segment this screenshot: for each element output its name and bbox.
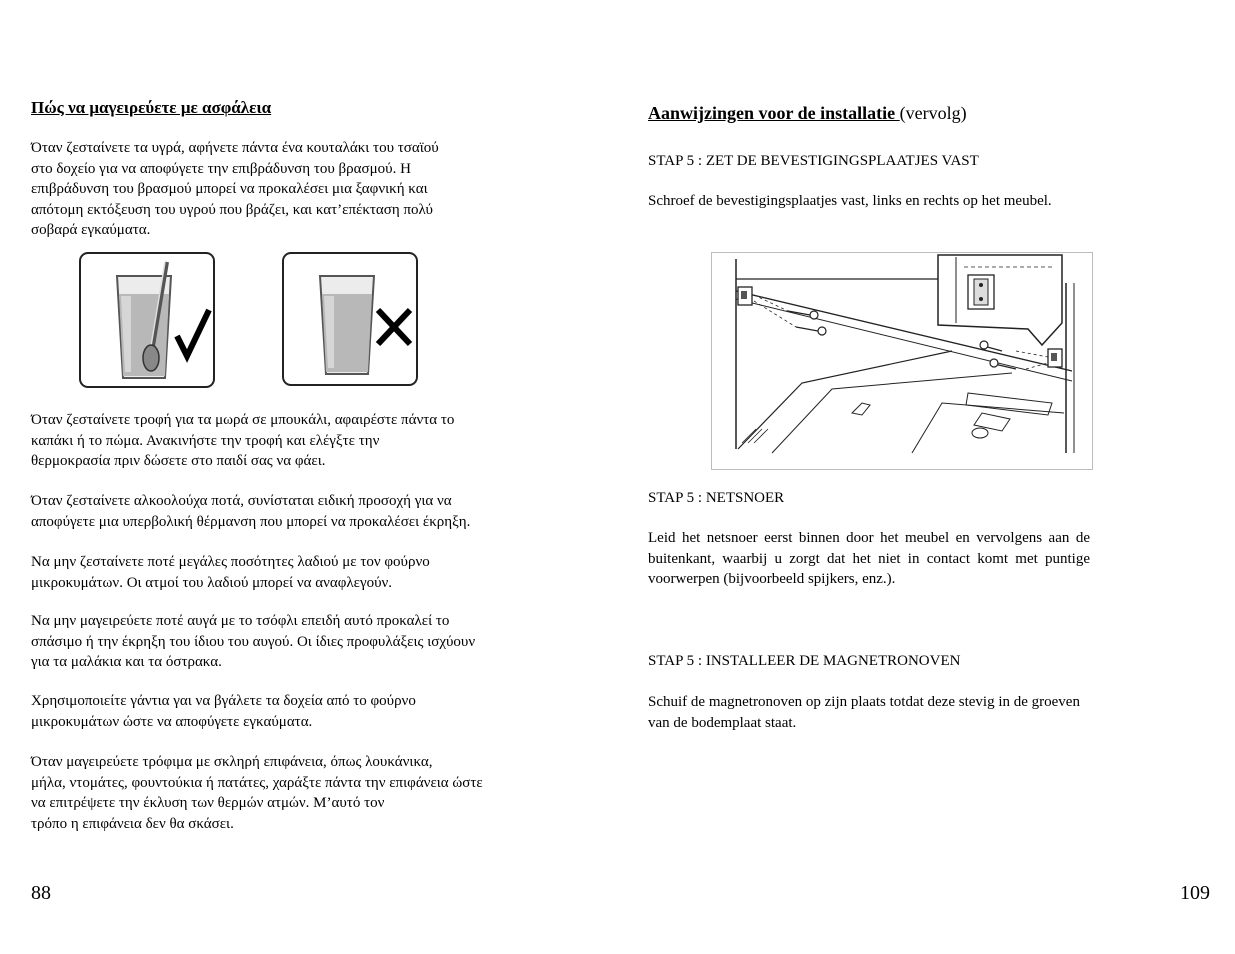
- text-line: μικροκυμάτων. Οι ατμοί του λαδιού μπορεί να αναφλεγούν.: [31, 574, 393, 591]
- text-line: σπάσιμο ή την έκρηξη του ίδιου του αυγού. Οι ίδιες προφυλάξεις ισχύουν: [31, 633, 476, 650]
- text-line: απότομη εκτόξευση του υγρού που βράζει, και κατ’επέκταση πολύ: [31, 201, 433, 218]
- text-line: μικροκυμάτων ώστε να αποφύγετε εγκαύματα.: [31, 713, 313, 730]
- right-heading-underlined: Aanwijzingen voor de installatie: [648, 103, 900, 123]
- step2-title: STAP 5 : NETSNOER: [648, 490, 785, 506]
- text-line: Όταν μαγειρεύετε τρόφιμα με σκληρή επιφάνεια, όπως λουκάνικα,: [31, 754, 433, 770]
- text-line: τρόπο η επιφάνεια δεν θα σκάσει.: [31, 815, 234, 832]
- left-paragraph-1: [31, 138, 571, 241]
- left-paragraph-4: [31, 552, 571, 593]
- left-paragraph-5: [31, 611, 571, 673]
- glass-with-spoon-illustration: [79, 252, 215, 388]
- text-line: Να μην ζεσταίνετε ποτέ μεγάλες ποσότητες λαδιού με τον φούρνο: [31, 554, 430, 570]
- step3-title: STAP 5 : INSTALLEER DE MAGNETRONOVEN: [648, 653, 961, 669]
- right-page-number: 109: [1180, 882, 1210, 904]
- mounting-plates-illustration: [711, 252, 1093, 470]
- text-line: θερμοκρασία πριν δώσετε στο παιδί σας να φάει.: [31, 453, 326, 469]
- text-line: Όταν ζεσταίνετε τροφή για τα μωρά σε μπουκάλι, αφαιρέστε πάντα το: [31, 412, 455, 428]
- text-line: επιβράδυνση του βρασμού μπορεί να προκαλέσει μια ξαφνική και: [31, 181, 428, 197]
- step3-text: Schuif de magnetronoven op zijn plaats totdat deze stevig in de groeven van de bodemplaat staat.: [648, 694, 1080, 731]
- left-paragraph-2: [31, 410, 571, 472]
- right-heading: [648, 103, 1109, 124]
- text-line: να επιτρέψετε την έκλυση των θερμών ατμών. Μ’αυτό τον: [31, 795, 385, 811]
- text-line: Χρησιμοποιείτε γάντια γαι να βγάλετε τα δοχεία από το φούρνο: [31, 693, 416, 709]
- right-heading-rest: (vervolg): [899, 103, 967, 123]
- left-heading: Πώς να μαγειρεύετε με ασφάλεια: [31, 98, 272, 117]
- text-line: στο δοχείο για να αποφύγετε την επιβράδυνση του βρασμού. Η: [31, 160, 411, 177]
- step2-text: Leid het netsnoer eerst binnen door het meubel en vervolgens aan de buitenkant, waarbij u zorgt dat het niet in contact komt met puntige voorwerpen (bijvoorbeeld spijkers, enz.).: [648, 530, 1090, 587]
- step1-title: STAP 5 : ZET DE BEVESTIGINGSPLAATJES VAST: [648, 153, 979, 169]
- left-paragraph-3: [31, 491, 571, 532]
- text-line: Όταν ζεσταίνετε τα υγρά, αφήνετε πάντα ένα κουταλάκι του τσαϊού: [31, 140, 439, 156]
- text-line: σοβαρά εγκαύματα.: [31, 222, 151, 238]
- text-line: αποφύγετε μια υπερβολική θέρμανση που μπορεί να προκαλέσει έκρηξη.: [31, 513, 471, 530]
- text-line: Να μην μαγειρεύετε ποτέ αυγά με το τσόφλι επειδή αυτό προκαλεί το: [31, 613, 450, 629]
- left-paragraph-7: [31, 752, 571, 834]
- left-page-number: 88: [31, 882, 51, 904]
- left-paragraph-6: [31, 691, 571, 732]
- step1-text: Schroef de bevestigingsplaatjes vast, links en rechts op het meubel.: [648, 193, 1052, 209]
- text-line: Όταν ζεσταίνετε αλκοολούχα ποτά, συνίσταται ειδική προσοχή για να: [31, 493, 452, 509]
- text-line: για τα μαλάκια και τα όστρακα.: [31, 654, 222, 670]
- text-line: μήλα, ντομάτες, φουντούκια ή πατάτες, χαράξτε πάντα την επιφάνεια ώστε: [31, 774, 483, 791]
- glass-without-spoon-illustration: [282, 252, 418, 386]
- text-line: καπάκι ή το πώμα. Ανακινήστε την τροφή και ελέγξτε την: [31, 432, 380, 449]
